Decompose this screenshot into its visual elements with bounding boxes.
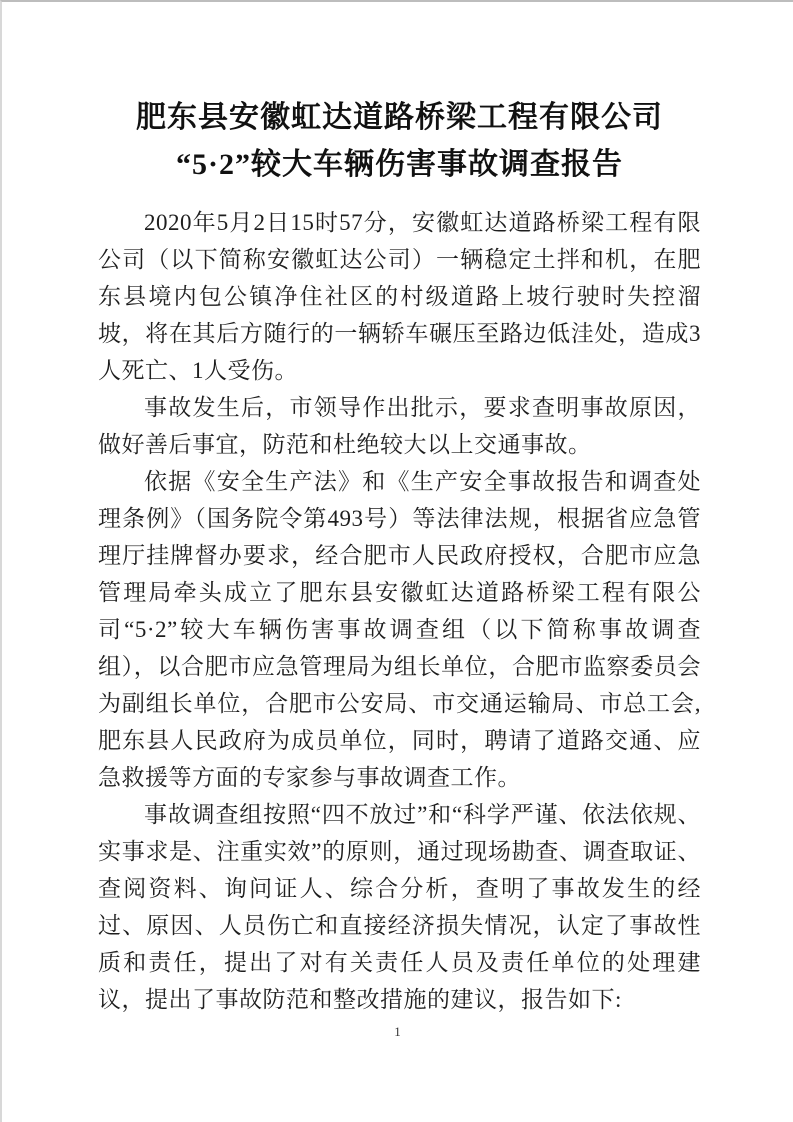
report-title <box>98 94 701 188</box>
document-content <box>2 2 793 1018</box>
page-number: 1 <box>394 1024 401 1039</box>
paragraph-investigation-team-formation: 依据《安全生产法》和《生产安全事故报告和调查处理条例》（国务院令第493号）等法律法规，根据省应急管理厅挂牌督办要求，经合肥市人民政府授权，合肥市应急管理局牵头成立了肥东县安徽虹达道路桥梁工程有限公司“5·2”较大车辆伤害事故调查组（以下简称事故调查组），以合肥市应急管理局为组长单位，合肥市监察委员会为副组长单位，合肥市公安局、市交通运输局、市总工会,肥东县人民政府为成员单位，同时，聘请了道路交通、应急救援等方面的专家参与事故调查工作。 <box>98 469 701 790</box>
paragraph-investigation-principles: 事故调查组按照“四不放过”和“科学严谨、依法依规、实事求是、注重实效”的原则，通过现场勘查、调查取证、查阅资料、询问证人、综合分析，查明了事故发生的经过、原因、人员伤亡和直接经济损失情况，认定了事故性质和责任，提出了对有关责任人员及责任单位的处理建议，提出了事故防范和整改措施的建议，报告如下: <box>98 802 701 1012</box>
report-title-line-1: 肥东县安徽虹达道路桥梁工程有限公司 <box>136 101 663 134</box>
paragraph-leadership-instructions: 事故发生后，市领导作出批示，要求查明事故原因，做好善后事宜，防范和杜绝较大以上交通事故。 <box>98 395 701 457</box>
paragraph-incident-summary: 2020年5月2日15时57分，安徽虹达道路桥梁工程有限公司（以下简称安徽虹达公司）一辆稳定土拌和机，在肥东县境内包公镇净住社区的村级道路上坡行驶时失控溜坡，将在其后方随行的一辆轿车碾压至路边低洼处，造成3人死亡、1人受伤。 <box>98 210 701 383</box>
report-title-line-2: “5·2”较大车辆伤害事故调查报告 <box>175 148 623 181</box>
